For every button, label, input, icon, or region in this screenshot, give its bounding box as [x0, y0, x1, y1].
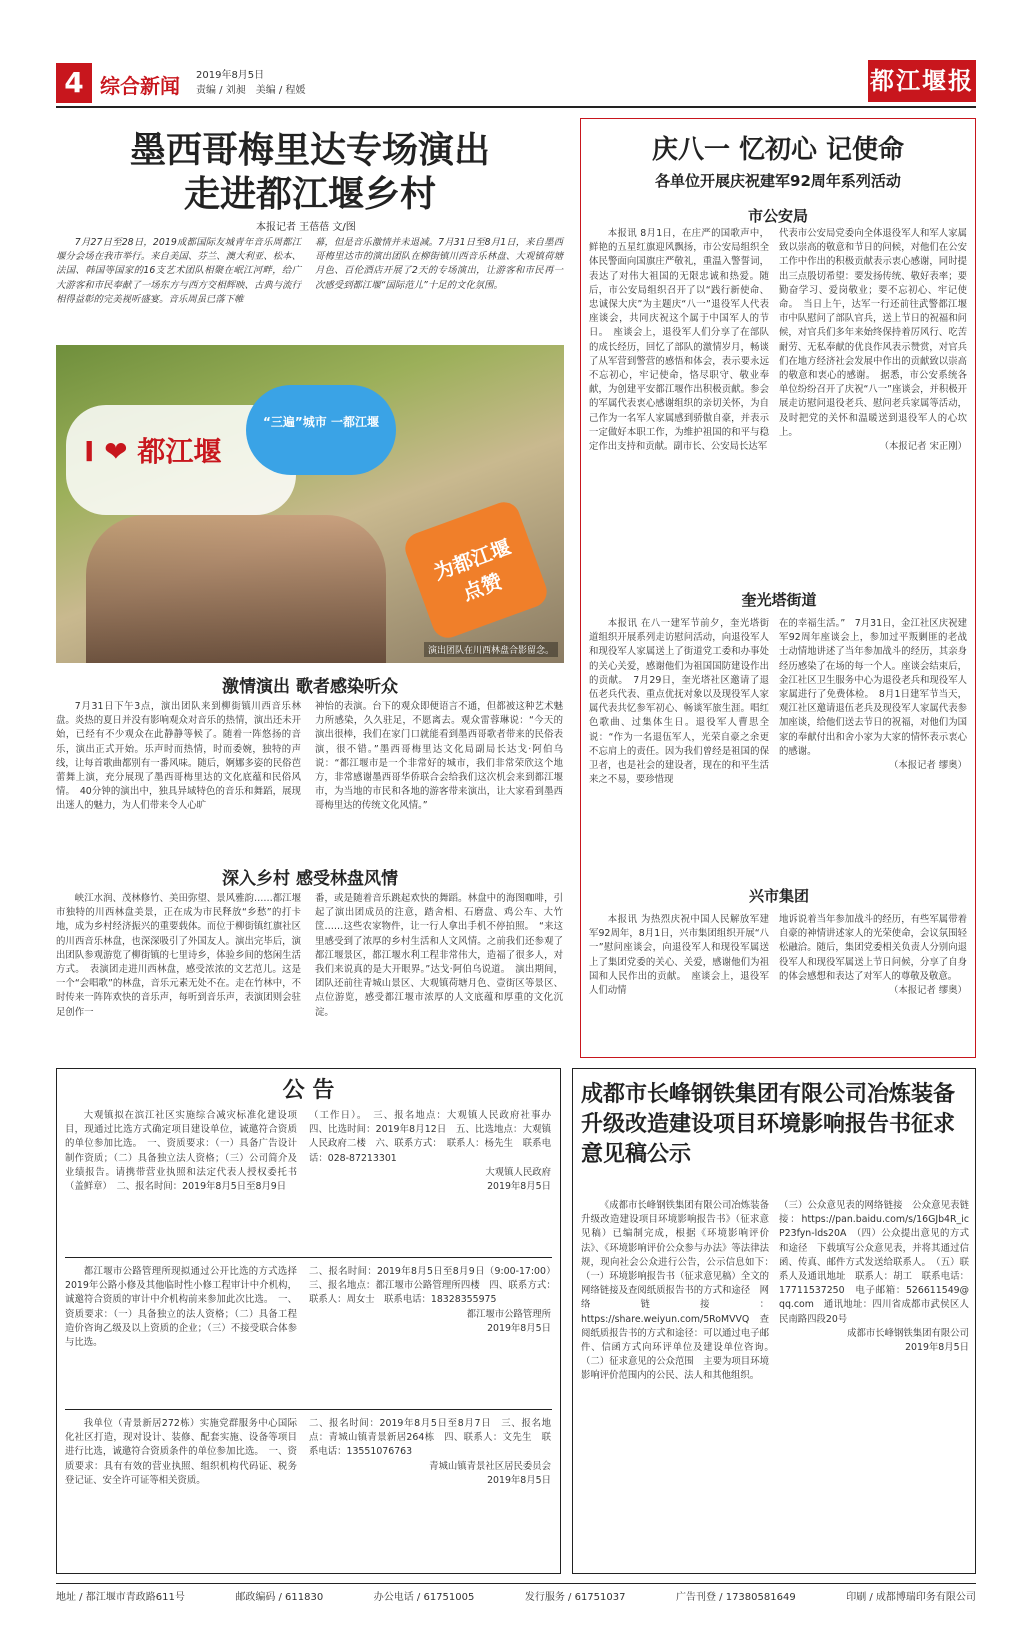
section2-right: 番，或是随着音乐跳起欢快的舞蹈。林盘中的海图咖啡，引起了演出团成员的注意，踏舍相、石磨盘、鸡公车、大竹筐……这些农家物件，让一行人拿出手机不停拍照。 “来这里感受到了浓厚的乡村生活和人文风情。之前我们还参观了都江堰景区，都江堰水利工程非常伟大，造福了很多人，对我们来说真的是大开眼界。”达戈·阿伯乌说道。 演出期间，团队还前往青城山景区、大观镇荷塘月色、壹街区等景区、点位游览，感受都江堰市浓厚的人文底蕴和厚重的文化沉淀。 [315, 893, 563, 1018]
byline: 本报记者 王蓓蓓 文/图 [256, 222, 356, 233]
footer-address: 地址 / 都江堰市青政路611号 [56, 1592, 185, 1603]
subhead-1: 激情演出 歌者感染听众 [222, 677, 398, 697]
notice3-date: 2019年8月5日 [487, 1474, 551, 1486]
notice-title: 公 告 [282, 1078, 335, 1103]
notice1-right: （工作日）。 三、报名地点：大观镇人民政府社事办 四、比选时间：2019年8月12日 五、比选地点：大观镇人民政府二楼 六、联系方式： 联系人：杨先生 联系电话：028-87213301 大观镇人民政府 2019年8月5日 [309, 1109, 551, 1194]
header-meta [196, 68, 305, 98]
notice1-date: 2019年8月5日 [487, 1181, 551, 1193]
notice3-right: 二、报名时间：2019年8月5日至8月7日 三、报名地点：青城山镇青景新居264栋 四、联系人：文先生 联系电话：13551076763 青城山镇青景社区居民委员会 2019年8月5日 [309, 1417, 551, 1488]
photo-sign-thumb: 为都江堰点赞 [401, 498, 551, 642]
section2-left: 峡江水润、茂林修竹、美田弥望、景风雅韵……都江堰市独特的川西林盘美景，正在成为市民释放“乡愁”的打卡地，成为乡村经济振兴的重要载体。而位于柳街镇红旗社区的川西音乐林盘，也深深吸引了外国友人。演出完毕后，演出团队参观游览了柳街镇的七里诗乡，体验乡间的悠闲生活方式。 表演团走进川西林盘，感受浓浓的文艺范儿。这是一个“会唱歌”的林盘，音乐元素无处不在。走在竹林中，不时传来一阵阵欢快的音乐声，每听到音乐声，表演团则会驻足创作一 [56, 893, 301, 1018]
notice3-left: 我单位（青景新居272栋）实施党群服务中心国际化社区打造，现对设计、装修、配套实施、设备等项目进行比选，诚邀符合资质条件的单位参加比选。 一、资质要求：具有有效的营业执照、组织机构代码证、税务登记证、安全许可证等相关资质。 [65, 1418, 297, 1486]
footer-printer: 印刷 / 成都博瑞印务有限公司 [846, 1592, 976, 1603]
photo-caption: 演出团队在川西林盘合影留念。 [424, 642, 558, 657]
lead-left: 7月27日至28日，2019成都国际友城青年音乐周都江堰分会场在我市举行。来自美国、芬兰、澳大利亚、松本、法国、韩国等国家的16支艺术团队相聚在岷江河畔，给广大游客和市民奉献了一场东方与西方交相辉映、古典与流行相得益彰的完美视听盛宴。音乐周虽已落下帷 [56, 237, 301, 305]
eia-title: 成都市长峰钢铁集团有限公司冶炼装备升级改造建设项目环境影响报告书征求意见稿公示 [581, 1081, 956, 1167]
notice1-left: 大观镇拟在滨江社区实施综合减灾标准化建设项目，现通过比选方式确定项目建设单位，诚邀符合资质的单位参加比选。 一、资质要求：（一）具备广告设计制作资质；（二）具备独立法人资格；（三）公司简介及业绩报告。请携带营业执照和法定代表人授权委托书（盖鲜章） 二、报名时间：2019年8月5日至8月9日 [65, 1110, 297, 1193]
s3-right: 地诉说着当年参加战斗的经历，有些军属带着自豪的神情讲述家人的光荣使命，会议氛围轻松融洽。随后，集团党委相关负责人分别向退役军人和现役军属送上节日问候，分享了自身的体会感想和表达了对军人的尊敬及敬意。 （本报记者 缪奥） [779, 913, 967, 998]
newspaper-logo: 都江堰报 [868, 60, 976, 102]
notice1-sign: 大观镇人民政府 [485, 1166, 551, 1178]
s1-heading: 市公安局 [747, 207, 808, 225]
eia-left: 《成都市长峰钢铁集团有限公司冶炼装备升级改造建设项目环境影响报告书》（征求意见稿）已编制完成，根据《环境影响评价法》、《环境影响评价公众参与办法》等法律法规，现向社会公众进行公告，公示信息如下： （一）环境影响报告书（征求意见稿）全文的网络链接及查阅纸质报告书的方式和途径 网络链接：https://share.weiyun.com/5RoMVVQ 查阅纸质报告书的方式和途径：可以通过电子邮件、信函方式向环评单位及建设单位咨询。 （二）征求意见的公众范围 主要为项目环境影响评价范围内的公民、法人和其他组织。 [581, 1200, 779, 1382]
notice-divider-1 [65, 1257, 552, 1258]
s2-right: 在的幸福生活。” 7月31日，金江社区庆祝建军92周年座谈会上，参加过平叛剿匪的老战士动情地讲述了当年参加战斗的经历，其亲身经历感染了在场的每一个人。座谈会结束后，金江社区卫生服务中心为退役老兵和现役军人家属进行了免费体检。 8月1日建军节当天，观江社区邀请退伍老兵及现役军人家属代表参加座谈，给他们送去节日的祝福，对他们为国家的奉献付出和舍小家为大家的情怀表示衷心的感谢。 （本报记者 缪奥） [779, 617, 967, 773]
footer-distribution: 发行服务 / 61751037 [524, 1592, 626, 1603]
s2-heading: 奎光塔街道 [741, 591, 817, 609]
eia-sign: 成都市长峰钢铁集团有限公司 [847, 1327, 969, 1339]
notice2-left: 都江堰市公路管理所现拟通过公开比选的方式选择2019年公路小修及其他临时性小修工程审计中介机构，诚邀符合资质的审计中介机构前来参加此次比选。 一、资质要求：（一）具备独立的法人资格；（二）具备工程造价咨询乙级及以上资质的企业；（三）不接受联合体参与比选。 [65, 1266, 297, 1349]
eia-box [572, 1068, 976, 1574]
notice3-sign: 青城山镇青景社区居民委员会 [429, 1460, 551, 1472]
photo-sign-cloud: “三遍”城市 一都江堰 [246, 385, 396, 475]
section-title: 综合新闻 [100, 74, 180, 98]
photo-sign-heart: I ❤ 都江堰 [66, 405, 296, 515]
eia-right: （三）公众意见表的网络链接 公众意见表链接：https://pan.baidu.com/s/16GJb4R_icP23fyn-lds20A （四）公众提出意见的方式和途径 下载填写公众意见表，并将其通过信函、传真、邮件方式发送给联系人。 （五）联系人及通讯地址 联系人：胡工 联系电话：17711537250 电子邮箱：526611549@qq.com 通讯地址：四川省成都市武侯区人民南路四段20号 成都市长峰钢铁集团有限公司 2019年8月5日 [779, 1199, 969, 1355]
footer-ads: 广告刊登 / 17380581649 [675, 1592, 796, 1603]
s2-left: 本报讯 在八一建军节前夕，奎光塔街道组织开展系列走访慰问活动，向退役军人和现役军人家属送上了街道党工委和办事处的关心关爱，感谢他们为祖国国防建设作出的贡献。 7月29日，奎光塔社区邀请了退伍老兵代表、重点优抚对象以及现役军人家属代表共忆参军初心、畅谈军旅生涯。唱红色歌曲、过集体生日。退役军人曹思全说：“作为一名退伍军人，光荣自豪之余更不忘肩上的责任。因为我们曾经是祖国的保卫者，也是社会的建设者，现在的和平生活来之不易，要珍惜现 [589, 618, 769, 786]
subhead-2: 深入乡村 感受林盘风情 [222, 869, 398, 889]
header-rule [56, 106, 976, 108]
box-subtitle: 各单位开展庆祝建军92周年系列活动 [655, 172, 901, 190]
notice2-right: 二、报名时间：2019年8月5日至8月9日（9:00-17:00） 三、报名地点：都江堰市公路管理所四楼 四、联系方式： 联系人：周女士 联系电话：18328355975 都江堰市公路管理所 2019年8月5日 [309, 1265, 551, 1336]
footer-postcode: 邮政编码 / 611830 [235, 1592, 324, 1603]
s2-sign: （本报记者 缪奥） [889, 760, 967, 772]
page-number: 4 [56, 63, 92, 103]
notice2-date: 2019年8月5日 [487, 1322, 551, 1334]
editors: 责编 / 刘昶 美编 / 程媛 [196, 85, 306, 96]
headline-line-1: 墨西哥梅里达专场演出 [129, 129, 490, 171]
s1-sign: （本报记者 宋正刚） [879, 441, 967, 453]
issue-date: 2019年8月5日 [196, 70, 265, 81]
section1-right: 神怡的表演。台下的观众即便语言不通，但都被这种艺术魅力所感染，久久驻足，不愿离去。观众雷蓉琳说：“今天的演出很棒，我们在家门口就能看到墨西哥歌者带来的民俗表演，很不错。”墨西哥梅里达文化局副局长达戈·阿伯乌说：“都江堰市是一个非常好的城市，我们非常荣欣这个地方，非常感谢墨西哥华侨联合会给我们这次机会来到都江堰市，为当地的市民和各地的游客带来演出，让大家看到墨西哥梅里达的传统文化风情。” [315, 701, 563, 812]
notice-box [56, 1068, 561, 1574]
s1-left: 本报讯 8月1日，在庄严的国歌声中，鲜艳的五星红旗迎风飘扬，市公安局组织全体民警面向国旗庄严敬礼，重温入警誓词，表达了对伟大祖国的无限忠诚和热爱。随后，市公安局组织召开了以“践行新使命、忠诚保大庆”为主题庆“八一”退役军人代表座谈会，共同庆祝这个属于中国军人的节日。 座谈会上，退役军人们分享了在部队的成长经历，回忆了部队的激情岁月，畅谈了从军营到警营的感悟和体会，表示要永远不忘初心，牢记使命，恪尽职守、敬业奉献，为创建平安都江堰作出积极贡献。参会的军属代表衷心感谢组织的亲切关怀，为自己作为一名军人家属感到骄傲自豪，并表示一定做好本职工作，为维护祖国的和平与稳定作出支持和贡献。副市长、公安局长达军 [589, 228, 769, 453]
s3-left: 本报讯 为热烈庆祝中国人民解放军建军92周年，8月1日，兴市集团组织开展“八一”慰问座谈会，向退役军人和现役军属送上了集团党委的关心、关爱，感谢他们为祖国和人民作出的贡献。 座谈会上，退役军人们动情 [589, 914, 769, 997]
eia-date: 2019年8月5日 [905, 1342, 969, 1354]
military-day-box [580, 118, 976, 1058]
main-headline [70, 128, 550, 216]
headline-line-2: 走进都江堰乡村 [183, 173, 436, 215]
footer-office: 办公电话 / 61751005 [373, 1592, 475, 1603]
s3-heading: 兴市集团 [748, 887, 809, 905]
photo-people [86, 515, 386, 663]
section1-left: 7月31日下午3点，演出团队来到柳街镇川西音乐林盘。炎热的夏日并没有影响观众对音乐的热情，演出还未开始，已经有不少观众在此静静等候了。随着一阵悠扬的音乐，演出正式开始。乐声时而热情，时而委婉，独特的声线，让每首歌曲都别有一番风味。随后，婀娜多姿的民俗芭蕾舞上演，充分展现了墨西哥梅里达的文化底蕴和民俗风情。 40分钟的演出中，独具异域特色的音乐和舞蹈，展现出迷人的魅力，为人们带来令人心旷 [56, 701, 301, 812]
notice-divider-2 [65, 1409, 552, 1410]
s1-right: 代表市公安局党委向全体退役军人和军人家属致以崇高的敬意和节日的问候，对他们在公安工作中作出的积极贡献表示衷心感谢，同时提出三点殷切希望：要发扬传统、敬好表率；要勤奋学习、爱岗敬业；要不忘初心、牢记使命。 当日上午，达军一行还前往武警都江堰市中队慰问了部队官兵，送上节日的祝福和问候，对官兵们多年来始终保持着厉风行、吃苦耐劳、无私奉献的优良作风表示赞赏，对官兵们在地方经济社会发展中作出的贡献致以崇高的敬意和衷心的感谢。 据悉，市公安系统各单位纷纷召开了庆祝“八一”座谈会，并积极开展走访慰问退役老兵、慰问老兵家属等活动，及时把党的关怀和温暖送到退役军人的心坎上。 （本报记者 宋正刚） [779, 227, 967, 454]
box-title: 庆八一 忆初心 记使命 [651, 135, 905, 165]
lead-right: 幕，但是音乐激情并未退减。7月31日至8月1日，来自墨西哥梅里达市的演出团队在柳街镇川西音乐林盘、大观镇荷塘月色、百伦酒店开展了2天的专场演出，让游客和市民再一次感受到都江堰“国际范儿”十足的文化氛围。 [315, 237, 563, 291]
s3-sign: （本报记者 缪奥） [889, 985, 967, 997]
main-photo [56, 345, 564, 663]
footer [56, 1583, 976, 1603]
notice2-sign: 都江堰市公路管理所 [466, 1308, 551, 1320]
